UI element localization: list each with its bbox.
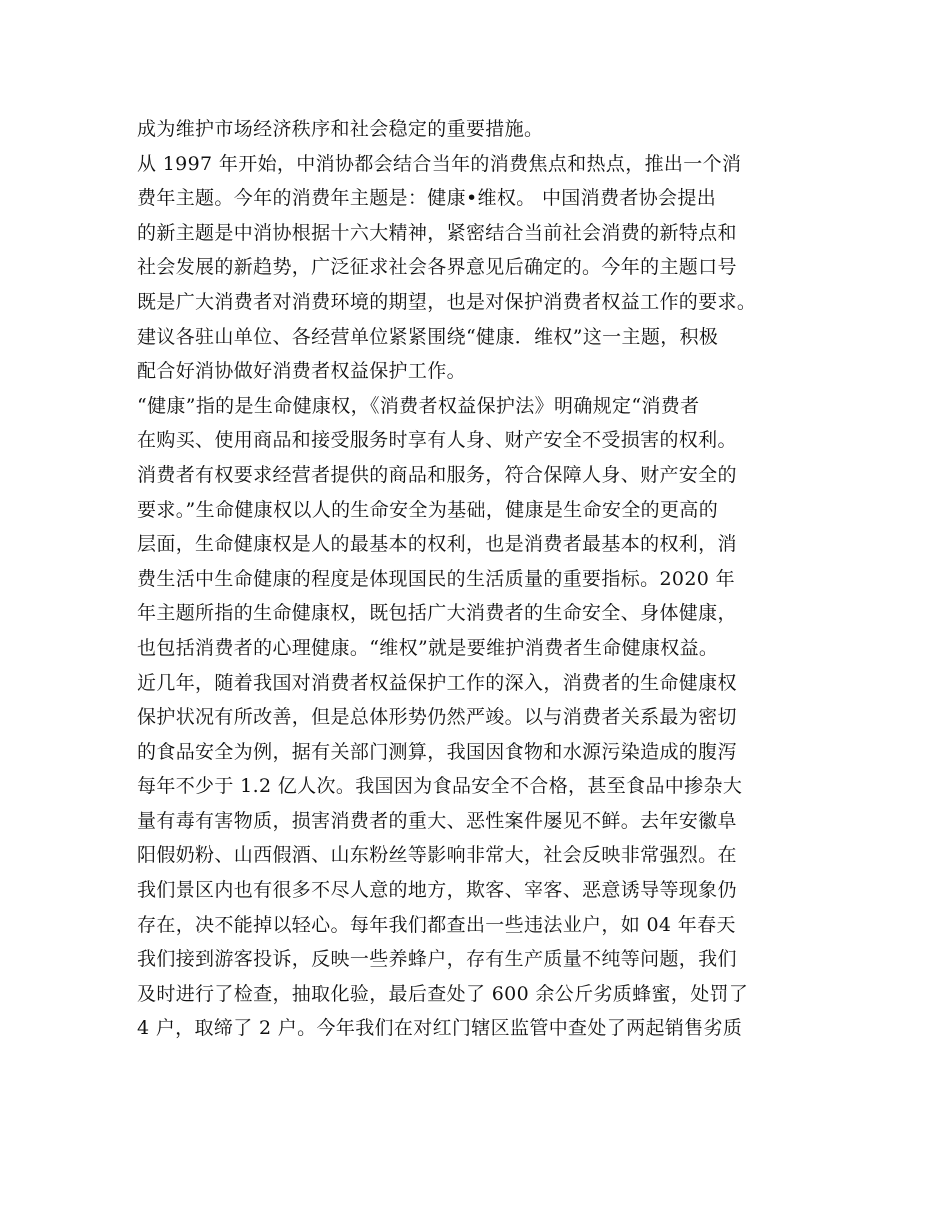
text-line: 量有毒有害物质，损害消费者的重大、恶性案件屡见不鲜。去年安徽阜 bbox=[137, 809, 737, 832]
text-line: 我们接到游客投诉，反映一些养蜂户，存有生产质量不纯等问题，我们 bbox=[137, 948, 737, 971]
text-line: 阳假奶粉、山西假酒、山东粉丝等影响非常大，社会反映非常强烈。在 bbox=[137, 844, 737, 867]
text-line: 的新主题是中消协根据十六大精神，紧密结合当前社会消费的新特点和 bbox=[137, 221, 737, 244]
text-line: 从 1997 年开始，中消协都会结合当年的消费焦点和热点，推出一个消 bbox=[137, 152, 742, 175]
text-line: 社会发展的新趋势，广泛征求社会各界意见后确定的。今年的主题口号 bbox=[137, 256, 737, 279]
text-line: 在购买、使用商品和接受服务时享有人身、财产安全不受损害的权利。 bbox=[137, 429, 737, 452]
text-line: 及时进行了检查，抽取化验，最后查处了 600 余公斤劣质蜂蜜，处罚了 bbox=[137, 982, 749, 1005]
text-line: 要求。”生命健康权以人的生命安全为基础，健康是生命安全的更高的 bbox=[137, 498, 719, 521]
text-line: 成为维护市场经济秩序和社会稳定的重要措施。 bbox=[137, 118, 544, 140]
text-line: 年主题所指的生命健康权，既包括广大消费者的生命安全、身体健康， bbox=[137, 602, 737, 625]
text-line: 每年不少于 1.2 亿人次。我国因为食品安全不合格，甚至食品中掺杂大 bbox=[137, 775, 743, 798]
body-text bbox=[137, 112, 837, 1046]
text-line: 也包括消费者的心理健康。“维权”就是要维护消费者生命健康权益。 bbox=[137, 636, 719, 659]
text-line: 层面，生命健康权是人的最基本的权利，也是消费者最基本的权利，消 bbox=[137, 533, 737, 556]
text-line: 保护状况有所改善，但是总体形势仍然严竣。以与消费者关系最为密切 bbox=[137, 706, 737, 729]
text-line: 建议各驻山单位、各经营单位紧紧围绕“健康．维权”这一主题，积极 bbox=[137, 325, 719, 348]
text-line: 4 户，取缔了 2 户。今年我们在对红门辖区监管中查处了两起销售劣质 bbox=[137, 1017, 743, 1040]
text-line: 配合好消协做好消费者权益保护工作。 bbox=[137, 360, 466, 383]
text-line: 存在，决不能掉以轻心。每年我们都查出一些违法业户，如 04 年春天 bbox=[137, 913, 736, 936]
text-line: 费年主题。今年的消费年主题是：健康•维权。 中国消费者协会提出 bbox=[137, 187, 717, 210]
text-line: 的食品安全为例，据有关部门测算，我国因食物和水源污染造成的腹泻 bbox=[137, 740, 737, 763]
text-line: 费生活中生命健康的程度是体现国民的生活质量的重要指标。2020 年 bbox=[137, 567, 735, 590]
text-line: 既是广大消费者对消费环境的期望，也是对保护消费者权益工作的要求。 bbox=[137, 290, 757, 313]
text-line: “健康”指的是生命健康权，《消费者权益保护法》明确规定“消费者 bbox=[137, 394, 700, 417]
text-line: 消费者有权要求经营者提供的商品和服务，符合保障人身、财产安全的 bbox=[137, 463, 737, 486]
text-line: 近几年，随着我国对消费者权益保护工作的深入，消费者的生命健康权 bbox=[137, 671, 737, 694]
text-line: 我们景区内也有很多不尽人意的地方，欺客、宰客、恶意诱导等现象仍 bbox=[137, 879, 737, 902]
